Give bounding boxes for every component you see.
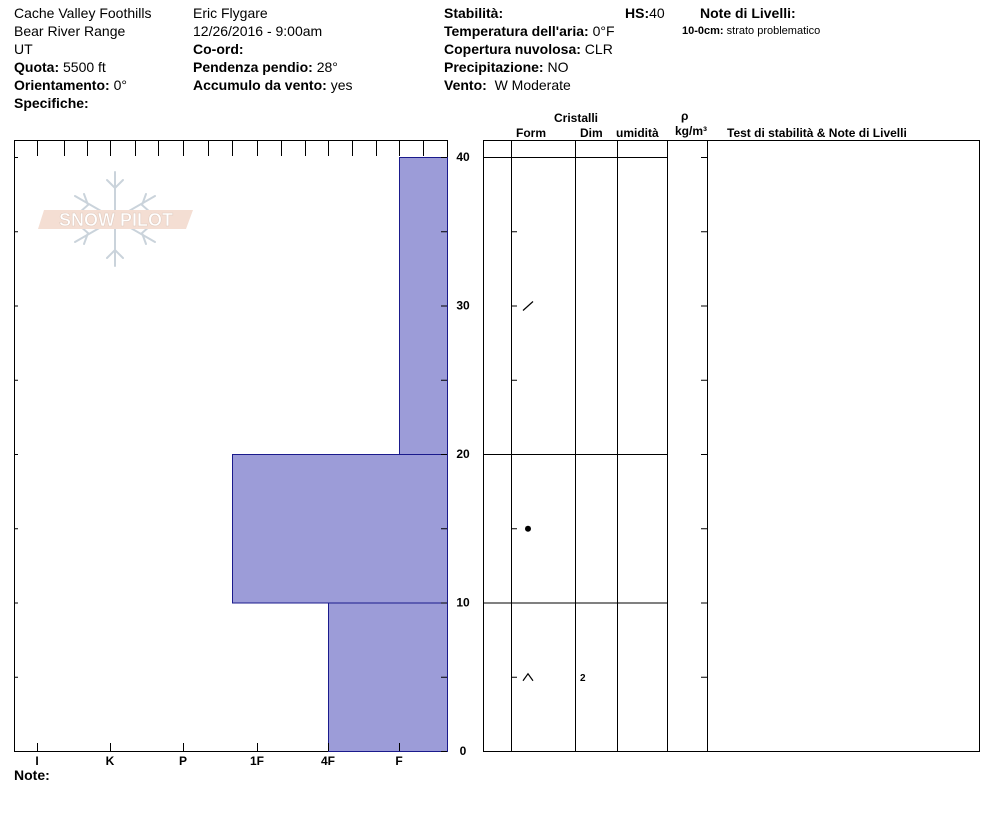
layer-grid-frame [484, 141, 980, 752]
snowpilot-logo-text: SNOW PILOT [59, 210, 173, 230]
cristalli-header: Cristalli [554, 111, 599, 125]
x-tick-label: I [35, 754, 39, 768]
x-tick-label: 4F [320, 754, 336, 768]
quota-value: 5500 ft [63, 59, 106, 75]
x-tick-label: F [395, 754, 403, 768]
pendenza-label: Pendenza pendio: [193, 59, 313, 75]
orientamento-label: Orientamento: [14, 77, 110, 93]
note-label: Note: [14, 767, 50, 783]
vento-value: W Moderate [494, 77, 571, 93]
y-tick-label: 10 [456, 595, 470, 610]
precipitazione-value: NO [547, 59, 569, 75]
pendenza-value: 28° [316, 59, 338, 75]
form-header: Form [516, 126, 546, 140]
location: Cache Valley Foothills [14, 5, 152, 21]
density-unit-header: kg/m³ [675, 124, 708, 138]
hardness-bar-2 [233, 455, 448, 604]
x-tick-label: 1F [249, 754, 265, 768]
dim-header: Dim [580, 126, 603, 140]
accumulo-value: yes [330, 77, 353, 93]
hs-label: HS: [625, 5, 650, 21]
note-livelli-depth: 10-0cm: [682, 25, 724, 37]
snowpilot-logo [38, 172, 193, 266]
hardness-bar-1 [329, 603, 448, 752]
temperatura-label: Temperatura dell'aria: [444, 23, 589, 39]
y-tick-label: 30 [456, 298, 470, 313]
hs-value: 40 [649, 5, 665, 21]
temperatura-value: 0°F [592, 23, 615, 39]
datetime: 12/26/2016 - 9:00am [193, 23, 323, 39]
x-tick-label: P [178, 754, 188, 768]
umidita-header: umidità [616, 126, 659, 140]
grain-form-decomposing-icon [523, 302, 533, 311]
precipitazione-label: Precipitazione: [444, 59, 544, 75]
y-tick-label: 20 [456, 447, 470, 461]
rho-header: ρ [681, 109, 689, 123]
note-livelli-label: Note di Livelli: [700, 5, 796, 21]
specifiche-label: Specifiche: [14, 95, 89, 111]
x-tick-label: K [105, 754, 115, 768]
grain-form-round-icon [525, 526, 531, 532]
y-tick-label: 0 [459, 744, 467, 758]
test-header: Test di stabilità & Note di Livelli [727, 126, 907, 140]
state: UT [14, 41, 33, 57]
stabilita-label: Stabilità: [444, 5, 504, 21]
accumulo-label: Accumulo da vento: [193, 77, 327, 93]
note-livelli-text: strato problematico [726, 25, 821, 37]
y-tick-label: 40 [456, 150, 470, 164]
copertura-value: CLR [584, 41, 613, 57]
coord-label: Co-ord: [193, 41, 244, 57]
grain-form-facet-icon [523, 674, 533, 681]
range: Bear River Range [14, 23, 126, 39]
observer: Eric Flygare [193, 5, 268, 21]
vento-label: Vento: [444, 77, 487, 93]
copertura-label: Copertura nuvolosa: [444, 41, 581, 57]
quota-label: Quota: [14, 59, 60, 75]
orientamento-value: 0° [113, 77, 127, 93]
grain-size-label: 2 [580, 672, 586, 684]
hardness-bar-3 [400, 158, 448, 455]
